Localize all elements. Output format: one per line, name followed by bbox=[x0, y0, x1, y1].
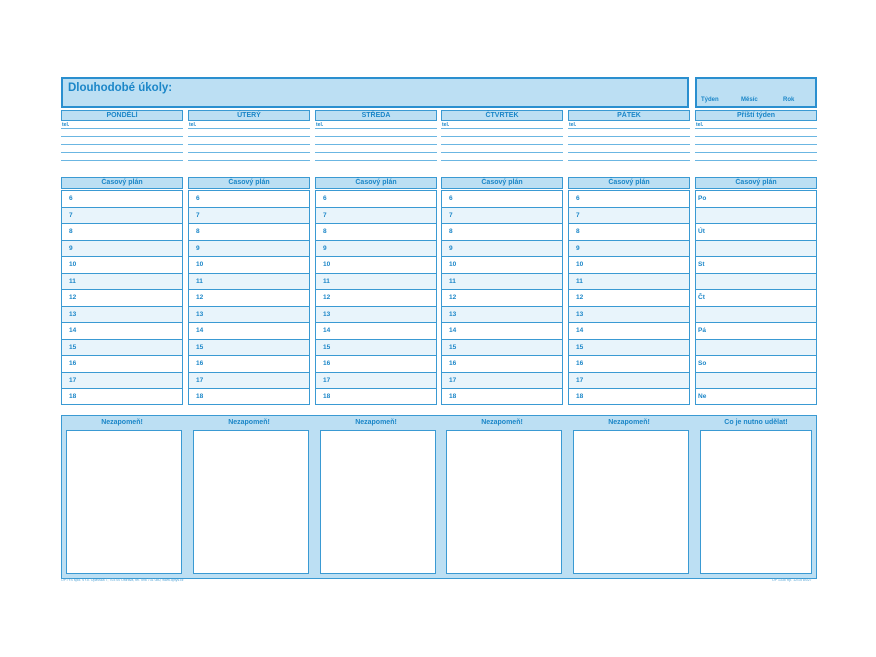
write-line bbox=[315, 144, 437, 145]
hour-row: 14 bbox=[316, 323, 436, 340]
contact-lines bbox=[61, 110, 183, 165]
contact-lines bbox=[441, 110, 563, 165]
day-header: PONDĚLÍ bbox=[61, 110, 183, 121]
note-header: Nezapomeň! bbox=[481, 419, 523, 426]
hour-row: 7 bbox=[316, 208, 436, 225]
hour-row: 16 bbox=[62, 356, 182, 373]
hour-row: 15 bbox=[569, 340, 689, 357]
hour-row: 16 bbox=[189, 356, 309, 373]
hour-row: 9 bbox=[569, 241, 689, 258]
hour-row: 14 bbox=[62, 323, 182, 340]
note-header: Co je nutno udělat! bbox=[724, 419, 788, 426]
month-label: Měsíc bbox=[741, 97, 758, 103]
write-line bbox=[441, 136, 563, 137]
footer-right: OP 1335 Rp. 12/15 8/027 bbox=[772, 578, 812, 582]
write-line bbox=[61, 160, 183, 161]
write-line bbox=[441, 160, 563, 161]
note-box[interactable] bbox=[446, 430, 562, 574]
next-week-row: St bbox=[696, 257, 816, 274]
hour-row: 13 bbox=[442, 307, 562, 324]
hour-row: 10 bbox=[189, 257, 309, 274]
hour-row: 10 bbox=[62, 257, 182, 274]
hour-row: 17 bbox=[569, 373, 689, 390]
hour-row: 8 bbox=[189, 224, 309, 241]
hour-row: 13 bbox=[316, 307, 436, 324]
hour-row: 13 bbox=[62, 307, 182, 324]
hour-row: 7 bbox=[62, 208, 182, 225]
tel-label: tel. bbox=[696, 122, 704, 128]
write-line bbox=[441, 144, 563, 145]
hour-row: 8 bbox=[442, 224, 562, 241]
tel-label: tel. bbox=[442, 122, 450, 128]
hour-plan bbox=[568, 190, 690, 405]
hour-row: 6 bbox=[189, 191, 309, 208]
write-line bbox=[441, 128, 563, 129]
write-line bbox=[695, 128, 817, 129]
hour-row: 6 bbox=[316, 191, 436, 208]
next-week-row: Čt bbox=[696, 290, 816, 307]
hour-row: 11 bbox=[62, 274, 182, 291]
hour-row: 15 bbox=[62, 340, 182, 357]
hour-row: 10 bbox=[442, 257, 562, 274]
write-line bbox=[568, 144, 690, 145]
hour-row: 18 bbox=[576, 393, 584, 400]
hour-plan bbox=[188, 190, 310, 405]
hour-row: 14 bbox=[189, 323, 309, 340]
next-week-row: Pá bbox=[696, 323, 816, 340]
write-line bbox=[695, 144, 817, 145]
next-week-row bbox=[696, 340, 816, 357]
page-title: Dlouhodobé úkoly: bbox=[68, 82, 173, 94]
hour-row: 13 bbox=[569, 307, 689, 324]
note-header: Nezapomeň! bbox=[228, 419, 270, 426]
hour-row: 8 bbox=[569, 224, 689, 241]
next-week-row: So bbox=[696, 356, 816, 373]
hour-row: 11 bbox=[189, 274, 309, 291]
plan-header: Časový plán bbox=[61, 177, 183, 189]
hour-row: 15 bbox=[316, 340, 436, 357]
hour-row: 7 bbox=[569, 208, 689, 225]
hour-row: 14 bbox=[569, 323, 689, 340]
contact-lines bbox=[315, 110, 437, 165]
write-line bbox=[188, 144, 310, 145]
write-line bbox=[61, 152, 183, 153]
write-line bbox=[61, 144, 183, 145]
note-box[interactable] bbox=[66, 430, 182, 574]
write-line bbox=[568, 136, 690, 137]
hour-row: 18 bbox=[323, 393, 331, 400]
note-header: Nezapomeň! bbox=[355, 419, 397, 426]
plan-header: Časový plán bbox=[441, 177, 563, 189]
hour-plan bbox=[315, 190, 437, 405]
plan-header: Časový plán bbox=[315, 177, 437, 189]
write-line bbox=[695, 160, 817, 161]
hour-row: 6 bbox=[62, 191, 182, 208]
long-term-tasks-box bbox=[61, 77, 689, 108]
hour-row: 6 bbox=[569, 191, 689, 208]
hour-plan bbox=[61, 190, 183, 405]
hour-row: 8 bbox=[62, 224, 182, 241]
write-line bbox=[441, 152, 563, 153]
write-line bbox=[61, 128, 183, 129]
hour-row: 7 bbox=[442, 208, 562, 225]
tel-label: tel. bbox=[62, 122, 70, 128]
hour-row: 12 bbox=[62, 290, 182, 307]
hour-row: 9 bbox=[62, 241, 182, 258]
hour-row: 17 bbox=[189, 373, 309, 390]
write-line bbox=[315, 152, 437, 153]
day-header: Příští týden bbox=[695, 110, 817, 121]
note-box[interactable] bbox=[320, 430, 436, 574]
plan-header: Časový plán bbox=[188, 177, 310, 189]
day-header: PÁTEK bbox=[568, 110, 690, 121]
hour-row: 17 bbox=[62, 373, 182, 390]
write-line bbox=[315, 136, 437, 137]
contact-lines bbox=[568, 110, 690, 165]
hour-row: 12 bbox=[569, 290, 689, 307]
hour-row: 12 bbox=[189, 290, 309, 307]
write-line bbox=[188, 160, 310, 161]
note-box[interactable] bbox=[193, 430, 309, 574]
note-header: Nezapomeň! bbox=[101, 419, 143, 426]
hour-row: 18 bbox=[449, 393, 457, 400]
next-week-row bbox=[696, 274, 816, 291]
tel-label: tel. bbox=[569, 122, 577, 128]
hour-row: 11 bbox=[569, 274, 689, 291]
contact-lines bbox=[188, 110, 310, 165]
hour-row: 7 bbox=[189, 208, 309, 225]
next-week-row bbox=[696, 307, 816, 324]
note-box[interactable] bbox=[700, 430, 812, 574]
plan-header: Časový plán bbox=[695, 177, 817, 189]
write-line bbox=[188, 136, 310, 137]
hour-row: 12 bbox=[316, 290, 436, 307]
hour-row: 16 bbox=[569, 356, 689, 373]
day-header: ČTVRTEK bbox=[441, 110, 563, 121]
write-line bbox=[695, 152, 817, 153]
hour-row: 6 bbox=[442, 191, 562, 208]
note-box[interactable] bbox=[573, 430, 689, 574]
hour-row: 9 bbox=[316, 241, 436, 258]
hour-row: 12 bbox=[442, 290, 562, 307]
hour-row: 9 bbox=[189, 241, 309, 258]
next-week-row bbox=[696, 241, 816, 258]
contact-lines bbox=[695, 110, 817, 165]
write-line bbox=[61, 136, 183, 137]
next-week-row: Út bbox=[696, 224, 816, 241]
week-label: Týden bbox=[701, 97, 719, 103]
year-label: Rok bbox=[783, 97, 795, 103]
next-week-row bbox=[696, 373, 816, 390]
write-line bbox=[695, 136, 817, 137]
footer-left: OPTYS spol. s r.o. Opavská 7, 703 00 Ostrava, tel. 596 731 080, www.optys.cz bbox=[61, 578, 184, 582]
hour-row: 10 bbox=[569, 257, 689, 274]
tel-label: tel. bbox=[189, 122, 197, 128]
write-line bbox=[568, 128, 690, 129]
day-header: ÚTERÝ bbox=[188, 110, 310, 121]
hour-row: 16 bbox=[316, 356, 436, 373]
hour-row: 10 bbox=[316, 257, 436, 274]
hour-row: 18 bbox=[69, 393, 77, 400]
note-header: Nezapomeň! bbox=[608, 419, 650, 426]
write-line bbox=[188, 152, 310, 153]
next-week-row bbox=[696, 208, 816, 225]
next-week-row: Ne bbox=[698, 393, 707, 400]
write-line bbox=[568, 160, 690, 161]
hour-plan bbox=[695, 190, 817, 405]
write-line bbox=[568, 152, 690, 153]
write-line bbox=[315, 160, 437, 161]
hour-row: 15 bbox=[189, 340, 309, 357]
hour-plan bbox=[441, 190, 563, 405]
tel-label: tel. bbox=[316, 122, 324, 128]
hour-row: 11 bbox=[316, 274, 436, 291]
hour-row: 17 bbox=[316, 373, 436, 390]
hour-row: 13 bbox=[189, 307, 309, 324]
hour-row: 18 bbox=[196, 393, 204, 400]
hour-row: 17 bbox=[442, 373, 562, 390]
hour-row: 8 bbox=[316, 224, 436, 241]
period-box bbox=[695, 77, 817, 108]
hour-row: 9 bbox=[442, 241, 562, 258]
hour-row: 15 bbox=[442, 340, 562, 357]
write-line bbox=[188, 128, 310, 129]
next-week-row: Po bbox=[696, 191, 816, 208]
hour-row: 16 bbox=[442, 356, 562, 373]
day-header: STŘEDA bbox=[315, 110, 437, 121]
hour-row: 11 bbox=[442, 274, 562, 291]
hour-row: 14 bbox=[442, 323, 562, 340]
plan-header: Časový plán bbox=[568, 177, 690, 189]
write-line bbox=[315, 128, 437, 129]
